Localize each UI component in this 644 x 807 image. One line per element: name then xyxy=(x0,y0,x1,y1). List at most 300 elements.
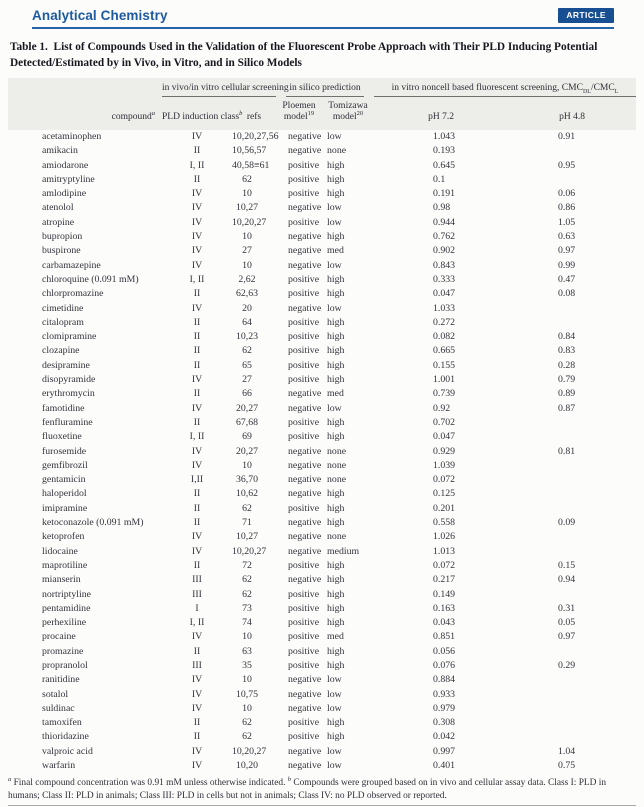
cell-ploemen-model: positive xyxy=(288,602,320,614)
cell-compound: bupropion xyxy=(42,231,83,243)
cell-ph-7-2: 0.125 xyxy=(433,488,456,500)
cell-tomizawa-model: high xyxy=(327,731,345,743)
col-header-ph-7-2: pH 7.2 xyxy=(428,112,454,122)
cell-tomizawa-model: low xyxy=(327,702,342,714)
cell-pld-class: IV xyxy=(191,245,203,257)
cell-refs: 62 xyxy=(242,574,252,586)
cell-ph-7-2: 0.047 xyxy=(433,288,456,300)
cell-compound: citalopram xyxy=(42,316,84,328)
table-row xyxy=(8,630,636,644)
cell-pld-class: II xyxy=(193,645,201,657)
cell-pld-class: II xyxy=(193,559,201,571)
cell-ph-7-2: 0.191 xyxy=(433,188,456,200)
cell-pld-class: II xyxy=(193,731,201,743)
cell-ploemen-model: positive xyxy=(288,416,320,428)
cell-ph-7-2: 0.884 xyxy=(433,674,456,686)
cell-ph-7-2: 0.1 xyxy=(433,173,446,185)
cell-compound: valproic acid xyxy=(42,745,93,757)
cell-refs: 35 xyxy=(242,659,252,671)
cell-ph-4-8: 0.09 xyxy=(558,517,576,529)
cell-refs: 10,56,57 xyxy=(232,145,267,157)
table-row xyxy=(8,445,636,459)
compound-table xyxy=(8,78,636,773)
cell-compound: fluoxetine xyxy=(42,431,82,443)
cell-tomizawa-model: high xyxy=(327,316,345,328)
cell-ploemen-model: positive xyxy=(288,645,320,657)
table-row xyxy=(8,659,636,673)
cell-pld-class: III xyxy=(192,588,202,600)
cell-ph-4-8: 0.97 xyxy=(558,245,576,257)
cell-ploemen-model: positive xyxy=(288,316,320,328)
cell-pld-class: II xyxy=(193,717,201,729)
cell-ploemen-model: negative xyxy=(288,517,322,529)
cell-compound: gemfibrozil xyxy=(42,459,88,471)
cell-ph-7-2: 0.929 xyxy=(433,445,456,457)
footnote-b-text: Compounds were grouped based on in vivo and cellular assay data. Class I: PLD in humans; Class II: PLD in animals; Class III: PLD in cells but not in animals; Class IV: no PLD observed or reported. xyxy=(8,778,607,802)
cell-tomizawa-model: medium xyxy=(327,545,360,557)
cell-tomizawa-model: low xyxy=(327,302,342,314)
cell-compound: pentamidine xyxy=(42,602,91,614)
cell-refs: 69 xyxy=(242,431,252,443)
cell-tomizawa-model: high xyxy=(327,188,345,200)
cell-tomizawa-model: low xyxy=(327,688,342,700)
cell-refs: 63 xyxy=(242,645,252,657)
cell-refs: 10,75 xyxy=(235,688,259,700)
cell-ph-4-8: 0.99 xyxy=(558,259,576,271)
cell-ploemen-model: negative xyxy=(288,545,322,557)
cell-pld-class: I xyxy=(195,602,199,614)
cell-ph-4-8 xyxy=(508,730,636,744)
cell-tomizawa-model: high xyxy=(327,659,345,671)
table-row xyxy=(8,759,636,773)
cell-compound: amitryptyline xyxy=(42,173,95,185)
cell-pld-class: IV xyxy=(191,745,203,757)
cell-tomizawa-model: high xyxy=(327,559,345,571)
cell-ploemen-model: negative xyxy=(288,231,322,243)
table-row xyxy=(8,716,636,730)
cell-ph-7-2: 0.082 xyxy=(433,331,456,343)
table-row xyxy=(8,287,636,301)
cell-tomizawa-model: high xyxy=(327,416,345,428)
cell-ph-4-8 xyxy=(508,645,636,659)
cell-refs: 20,27 xyxy=(235,445,259,457)
table-row xyxy=(8,530,636,544)
cell-pld-class: II xyxy=(193,388,201,400)
cell-tomizawa-model: high xyxy=(327,574,345,586)
cell-pld-class: IV xyxy=(191,402,203,414)
cell-refs: 10,62 xyxy=(235,488,259,500)
cell-tomizawa-model: low xyxy=(327,402,342,414)
cell-compound: amikacin xyxy=(42,145,78,157)
cell-ph-4-8: 0.86 xyxy=(558,202,576,214)
cell-ploemen-model: positive xyxy=(288,188,320,200)
cell-tomizawa-model: low xyxy=(327,674,342,686)
cell-pld-class: IV xyxy=(191,531,203,543)
table-row xyxy=(8,187,636,201)
cell-ph-4-8 xyxy=(508,588,636,602)
cell-compound: propranolol xyxy=(42,659,88,671)
col-group-silico-prediction xyxy=(276,78,374,97)
cell-pld-class: IV xyxy=(191,202,203,214)
cell-pld-class: IV xyxy=(191,459,203,471)
cell-refs: 62 xyxy=(242,717,252,729)
cell-ph-4-8: 0.08 xyxy=(558,288,576,300)
cell-compound: gentamicin xyxy=(42,474,86,486)
table-row xyxy=(8,201,636,215)
cell-ph-4-8 xyxy=(508,144,636,158)
cell-ph-7-2: 0.702 xyxy=(433,416,456,428)
cell-compound: ketoconazole (0.091 mM) xyxy=(42,517,144,529)
cell-tomizawa-model: high xyxy=(327,645,345,657)
cell-ph-4-8 xyxy=(508,702,636,716)
cell-refs: 27 xyxy=(242,374,252,386)
cell-ploemen-model: negative xyxy=(288,745,322,757)
table-row xyxy=(8,673,636,687)
cell-tomizawa-model: high xyxy=(327,273,345,285)
cell-ploemen-model: negative xyxy=(288,402,322,414)
table-row xyxy=(8,402,636,416)
cell-ploemen-model: negative xyxy=(288,131,322,142)
cell-compound: imipramine xyxy=(42,502,88,514)
cell-tomizawa-model: high xyxy=(327,231,345,243)
cell-refs: 62 xyxy=(242,731,252,743)
cell-refs: 62 xyxy=(242,502,252,514)
cell-pld-class: II xyxy=(193,517,201,529)
cell-tomizawa-model: med xyxy=(327,631,344,643)
cell-ph-4-8: 0.28 xyxy=(558,359,576,371)
cell-ploemen-model: negative xyxy=(288,445,322,457)
cell-ph-4-8: 0.91 xyxy=(558,131,576,142)
cell-ph-7-2: 1.026 xyxy=(433,531,456,543)
cell-compound: clomipramine xyxy=(42,331,97,343)
col-group-fluorescent-screening xyxy=(374,78,636,97)
cell-tomizawa-model: high xyxy=(327,617,345,629)
cell-compound: chloroquine (0.091 mM) xyxy=(42,273,139,285)
cell-ph-7-2: 0.98 xyxy=(433,202,451,214)
cell-ph-7-2: 0.072 xyxy=(433,474,456,486)
table-title xyxy=(10,40,630,71)
table-header xyxy=(8,78,636,130)
cell-compound: warfarin xyxy=(42,760,76,772)
cell-ph-4-8: 0.31 xyxy=(558,602,576,614)
table-row xyxy=(8,387,636,401)
cell-compound: promazine xyxy=(42,645,84,657)
table-row xyxy=(8,487,636,501)
cell-ph-4-8: 0.63 xyxy=(558,231,576,243)
cell-ph-4-8 xyxy=(508,173,636,187)
journal-title: Analytical Chemistry xyxy=(32,8,168,23)
col-group-fluorescent-screening-label: in vitro noncell based fluorescent screening, $CMC_{DL}/CMC_L$ xyxy=(374,83,636,97)
cell-tomizawa-model: high xyxy=(327,517,345,529)
cell-ploemen-model: negative xyxy=(288,702,322,714)
cell-ph-4-8 xyxy=(508,673,636,687)
cell-refs: 36,70 xyxy=(235,474,259,486)
cell-compound: lidocaine xyxy=(42,545,78,557)
cell-pld-class: II xyxy=(193,416,201,428)
table-row xyxy=(8,602,636,616)
cell-tomizawa-model: high xyxy=(327,488,345,500)
cell-tomizawa-model: low xyxy=(327,131,342,142)
cell-ph-7-2: 0.056 xyxy=(433,645,456,657)
col-group-cellular-screening xyxy=(162,78,289,97)
cell-refs: 62,63 xyxy=(235,288,259,300)
cell-refs: 10 xyxy=(242,702,252,714)
cell-pld-class: II xyxy=(193,145,201,157)
column-header-row xyxy=(8,97,636,130)
cell-tomizawa-model: low xyxy=(327,202,342,214)
cell-ph-7-2: 0.272 xyxy=(433,316,456,328)
cell-compound: carbamazepine xyxy=(42,259,101,271)
cell-compound: perhexiline xyxy=(42,617,87,629)
footnote-a-text: Final compound concentration was 0.91 mM unless otherwise indicated. xyxy=(13,778,286,789)
table-row xyxy=(8,745,636,759)
cell-ploemen-model: negative xyxy=(288,531,322,543)
cell-tomizawa-model: low xyxy=(327,259,342,271)
cell-ph-7-2: 1.039 xyxy=(433,459,456,471)
cell-refs: 10,20,27 xyxy=(232,745,267,757)
cell-tomizawa-model: high xyxy=(327,502,345,514)
col-header-compound: compound$^a$ xyxy=(111,109,155,122)
cell-pld-class: III xyxy=(192,659,202,671)
cell-compound: nortriptyline xyxy=(42,588,91,600)
cell-refs: 10,20,27 xyxy=(232,545,267,557)
column-group-row xyxy=(8,78,636,97)
cell-compound: thioridazine xyxy=(42,731,89,743)
col-group-cellular-screening-label: in vivo/in vitro cellular screening xyxy=(162,83,276,97)
cell-pld-class: IV xyxy=(191,760,203,772)
cell-ph-4-8: 0.79 xyxy=(558,374,576,386)
cell-ph-7-2: 0.076 xyxy=(433,659,456,671)
cell-ph-4-8: 0.94 xyxy=(558,574,576,586)
footnote-b-marker: b xyxy=(287,776,292,784)
cell-compound: clozapine xyxy=(42,345,80,357)
table-row xyxy=(8,688,636,702)
cell-ploemen-model: negative xyxy=(288,259,322,271)
bottom-rule xyxy=(8,805,636,806)
cell-ploemen-model: negative xyxy=(288,574,322,586)
cell-tomizawa-model: none xyxy=(327,445,347,457)
cell-refs: 73 xyxy=(242,602,252,614)
cell-pld-class: I,II xyxy=(190,474,204,486)
cell-refs: 10,27 xyxy=(235,202,259,214)
cell-tomizawa-model: med xyxy=(327,245,344,257)
table-row xyxy=(8,130,636,144)
cell-refs: 67,68 xyxy=(235,416,259,428)
table-row xyxy=(8,502,636,516)
cell-compound: ranitidine xyxy=(42,674,80,686)
cell-refs: 10,27 xyxy=(235,531,259,543)
table-row xyxy=(8,645,636,659)
cell-ploemen-model: positive xyxy=(288,502,320,514)
cell-ploemen-model: positive xyxy=(288,431,320,443)
table-row xyxy=(8,316,636,330)
cell-pld-class: II xyxy=(193,488,201,500)
cell-compound: sotalol xyxy=(42,688,69,700)
cell-refs: 10,23 xyxy=(235,331,259,343)
cell-ploemen-model: negative xyxy=(288,474,322,486)
cell-refs: 62 xyxy=(242,173,252,185)
cell-tomizawa-model: high xyxy=(327,602,345,614)
cell-ph-4-8 xyxy=(508,688,636,702)
cell-tomizawa-model: none xyxy=(327,459,347,471)
cell-ph-7-2: 0.072 xyxy=(433,559,456,571)
cell-ploemen-model: positive xyxy=(288,173,320,185)
cell-ph-4-8 xyxy=(508,502,636,516)
cell-ph-7-2: 1.001 xyxy=(433,374,456,386)
cell-ph-7-2: 0.047 xyxy=(433,431,456,443)
table-row xyxy=(8,273,636,287)
cell-ph-4-8 xyxy=(508,716,636,730)
cell-tomizawa-model: high xyxy=(327,588,345,600)
footnote-a-marker: a xyxy=(8,776,12,784)
table-title-label: Table 1. xyxy=(10,41,48,53)
table-row xyxy=(8,516,636,530)
cell-ploemen-model: negative xyxy=(288,674,322,686)
table-body xyxy=(8,130,636,773)
cell-ploemen-model: positive xyxy=(288,345,320,357)
cell-compound: buspirone xyxy=(42,245,81,257)
cell-refs: 27 xyxy=(242,245,252,257)
cell-ph-7-2: 0.933 xyxy=(433,688,456,700)
cell-ploemen-model: negative xyxy=(288,760,322,772)
cell-refs: 10,20,27,56 xyxy=(232,131,279,142)
cell-ph-7-2: 1.013 xyxy=(433,545,456,557)
cell-ph-7-2: 0.997 xyxy=(433,745,456,757)
empty-corner-cell xyxy=(8,78,162,97)
cell-ploemen-model: positive xyxy=(288,617,320,629)
cell-pld-class: II xyxy=(193,288,201,300)
cell-refs: 64 xyxy=(242,316,252,328)
cell-ploemen-model: positive xyxy=(288,374,320,386)
table-row xyxy=(8,588,636,602)
cell-tomizawa-model: low xyxy=(327,760,342,772)
cell-pld-class: I, II xyxy=(189,431,205,443)
cell-pld-class: I, II xyxy=(189,617,205,629)
cell-compound: acetaminophen xyxy=(42,131,102,142)
footnotes xyxy=(8,777,636,803)
col-header-pld-class: PLD induction class$^b$ xyxy=(162,109,243,122)
table-row xyxy=(8,730,636,744)
cell-ph-7-2: 0.149 xyxy=(433,588,456,600)
cell-compound: suldinac xyxy=(42,702,75,714)
cell-pld-class: II xyxy=(193,331,201,343)
cell-tomizawa-model: high xyxy=(327,359,345,371)
cell-refs: 2,62 xyxy=(238,273,256,285)
cell-pld-class: IV xyxy=(191,302,203,314)
cell-ph-4-8 xyxy=(508,487,636,501)
cell-pld-class: II xyxy=(193,316,201,328)
cell-ph-7-2: 0.308 xyxy=(433,717,456,729)
cell-ph-4-8: 0.15 xyxy=(558,559,576,571)
cell-refs: 10,20 xyxy=(235,760,259,772)
cell-compound: chlorpromazine xyxy=(42,288,104,300)
cell-ph-4-8: 1.05 xyxy=(558,216,576,228)
cell-tomizawa-model: high xyxy=(327,374,345,386)
cell-refs: 71 xyxy=(242,517,252,529)
cell-ph-7-2: 0.163 xyxy=(433,602,456,614)
table-row xyxy=(8,616,636,630)
cell-refs: 10 xyxy=(242,259,252,271)
cell-ph-4-8 xyxy=(508,416,636,430)
cell-refs: 10 xyxy=(242,231,252,243)
cell-compound: atropine xyxy=(42,216,75,228)
cell-refs: 20 xyxy=(242,302,252,314)
cell-refs: 10 xyxy=(242,188,252,200)
cell-pld-class: IV xyxy=(191,631,203,643)
cell-ph-4-8 xyxy=(508,316,636,330)
cell-pld-class: II xyxy=(193,502,201,514)
cell-ph-7-2: 0.042 xyxy=(433,731,456,743)
cell-ph-7-2: 0.762 xyxy=(433,231,456,243)
table-row xyxy=(8,259,636,273)
cell-tomizawa-model: none xyxy=(327,145,347,157)
cell-pld-class: IV xyxy=(191,702,203,714)
cell-tomizawa-model: high xyxy=(327,173,345,185)
cell-ploemen-model: positive xyxy=(288,717,320,729)
table-row xyxy=(8,559,636,573)
cell-ploemen-model: negative xyxy=(288,202,322,214)
cell-ploemen-model: negative xyxy=(288,245,322,257)
cell-compound: ketoprofen xyxy=(42,531,85,543)
cell-tomizawa-model: high xyxy=(327,159,345,171)
table-row xyxy=(8,702,636,716)
cell-ph-4-8: 0.89 xyxy=(558,388,576,400)
cell-ph-4-8: 0.81 xyxy=(558,445,576,457)
cell-ph-4-8 xyxy=(508,459,636,473)
table-title-text: List of Compounds Used in the Validation of the Fluorescent Probe Approach with Their PLD Inducing Potential Detected/Estimated by in Vivo, in Vitro, and in Silico Models xyxy=(10,41,598,69)
cell-compound: tamoxifen xyxy=(42,717,82,729)
cell-ph-7-2: 1.043 xyxy=(433,131,456,142)
cell-ph-4-8 xyxy=(508,545,636,559)
cell-ploemen-model: positive xyxy=(288,659,320,671)
cell-ph-4-8: 0.97 xyxy=(558,631,576,643)
cell-pld-class: IV xyxy=(191,545,203,557)
header-rule xyxy=(32,27,614,29)
cell-ph-4-8 xyxy=(508,530,636,544)
cell-tomizawa-model: high xyxy=(327,331,345,343)
col-header-tomizawa-model: Tomizawa model$^{20}$ xyxy=(328,101,368,122)
table-row xyxy=(8,173,636,187)
cell-compound: amiodarone xyxy=(42,159,89,171)
cell-refs: 62 xyxy=(242,588,252,600)
cell-ph-4-8 xyxy=(508,473,636,487)
cell-refs: 74 xyxy=(242,617,252,629)
cell-tomizawa-model: high xyxy=(327,345,345,357)
cell-pld-class: IV xyxy=(191,688,203,700)
cell-compound: atenolol xyxy=(42,202,74,214)
cell-ploemen-model: negative xyxy=(288,302,322,314)
cell-tomizawa-model: high xyxy=(327,431,345,443)
cell-refs: 40,58≡61 xyxy=(232,159,270,171)
cell-refs: 72 xyxy=(242,559,252,571)
cell-refs: 65 xyxy=(242,359,252,371)
cell-ph-7-2: 0.851 xyxy=(433,631,456,643)
cell-pld-class: IV xyxy=(191,259,203,271)
cell-refs: 10,20,27 xyxy=(232,216,267,228)
cell-tomizawa-model: none xyxy=(327,531,347,543)
cell-compound: furosemide xyxy=(42,445,87,457)
cell-ph-7-2: 0.193 xyxy=(433,145,456,157)
cell-ph-7-2: 0.739 xyxy=(433,388,456,400)
cell-ph-4-8: 0.06 xyxy=(558,188,576,200)
cell-ph-4-8: 0.05 xyxy=(558,617,576,629)
cell-compound: erythromycin xyxy=(42,388,95,400)
cell-ph-4-8: 0.75 xyxy=(558,760,576,772)
cmc-l-subscript: L xyxy=(614,88,619,95)
cell-refs: 66 xyxy=(242,388,252,400)
cell-ph-4-8: 0.47 xyxy=(558,273,576,285)
cell-ph-4-8: 0.83 xyxy=(558,345,576,357)
